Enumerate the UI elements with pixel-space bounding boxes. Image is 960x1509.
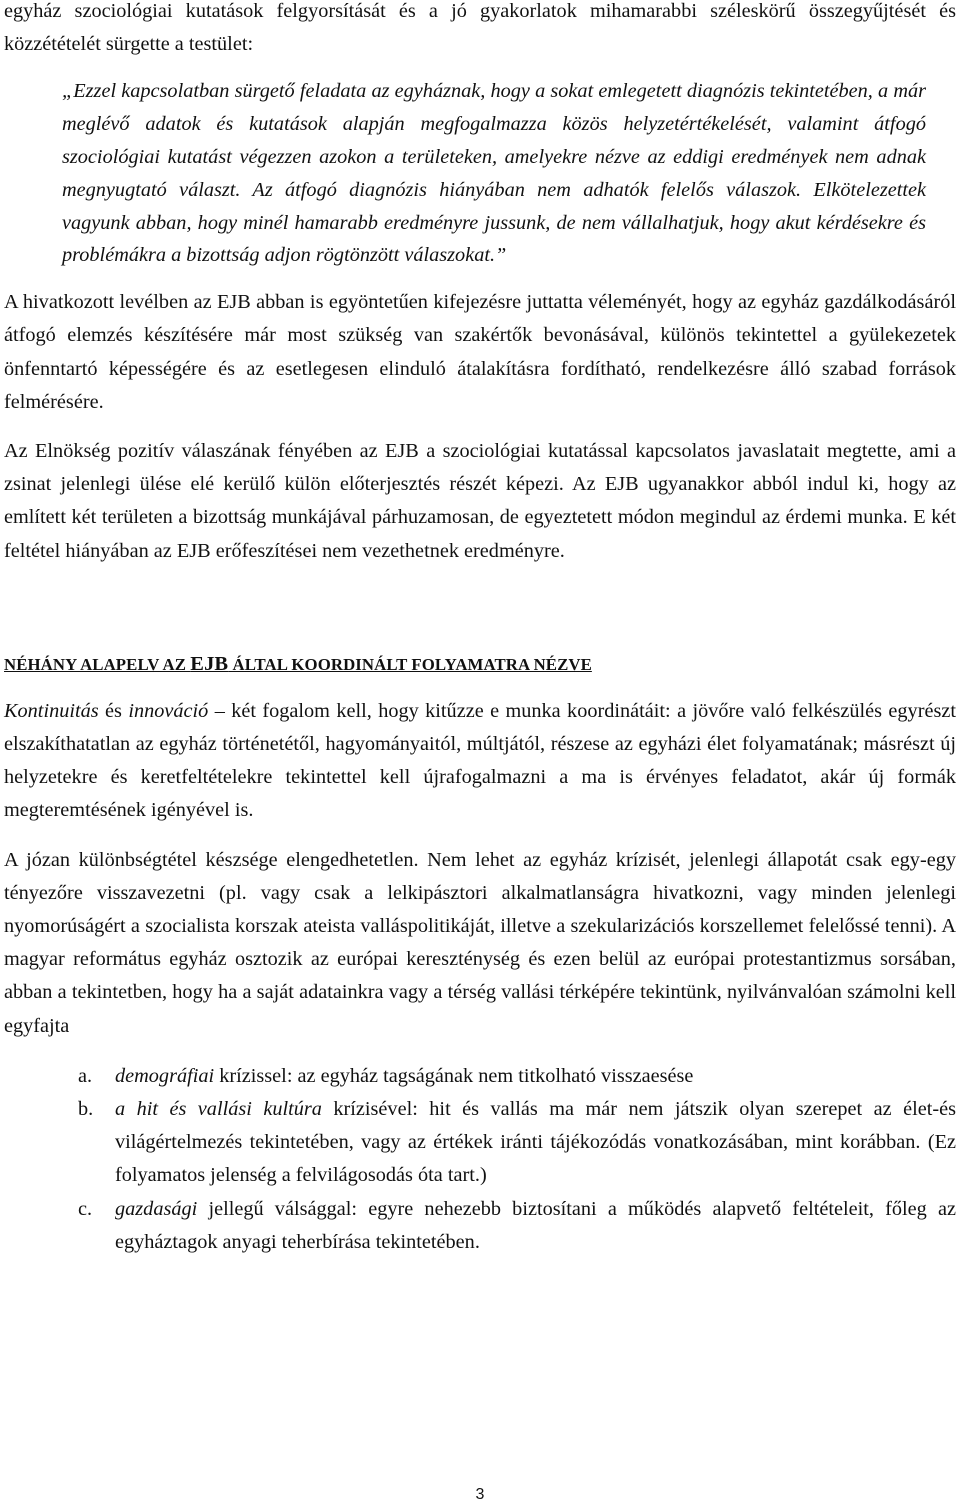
spacer: [4, 272, 956, 286]
document-page: [4, 0, 956, 1259]
list-marker: a.: [78, 1064, 93, 1087]
list-item-term: gazdasági: [115, 1197, 198, 1220]
paragraph-elnokseg: Az Elnökség pozitív válaszának fényében az EJB a szociológiai kutatással kapcsolatos javaslatait megtette, ami a zsinat jelenlegi ülése elé kerülő külön előterjesztés részét képezi. Az EJB ugyanakkor abból indul ki, hogy az említett két területen a bizottság munkájával párhuzamosan, de egyeztetett módon megindul az érdemi munka. E két feltétel hiányában az EJB erőfeszítései nem vezethetnek eredményre.: [4, 440, 956, 562]
block-quote: „Ezzel kapcsolatban sürgető feladata az egyháznak, hogy a sokat emlegetett diagnózis tekintetében, a már meglévő adatok és kutatások alapján megfogalmazza közös helyzetértékelését, valamint átfogó szociológiai kutatást végezzen azokon a területeken, amelyekre nézve az eddigi eredmények nem adnak megnyugtató választ. Az átfogó diagnózis hiányában nem adhatók felelős válaszok. Elkötelezettek vagyunk abban, hogy minél hamarabb eredményre jussunk, de nem vállalhatjuk, hogy akut kérdésekre és problémákra a bizottság adjon rögtönzött válaszokat.”: [62, 80, 926, 267]
list-item-term: a hit és vallási kultúra: [115, 1098, 322, 1121]
term-innovacio: innováció: [128, 699, 209, 722]
intro-paragraph: egyház szociológiai kutatások felgyorsítását és a jó gyakorlatok mihamarabbi széleskörű összegyűjtését és közzétételét sürgette a testület:: [4, 0, 956, 56]
heading-part-2: EJB: [190, 652, 229, 675]
spacer: [4, 828, 956, 844]
list-item: [4, 1193, 956, 1259]
section-heading: [4, 652, 956, 677]
list-item: [4, 1093, 956, 1193]
heading-part-1: NÉHÁNY ALAPELV AZ: [4, 654, 186, 674]
paragraph-kontinuitas-body: – két fogalom kell, hogy kitűzze e munka koordinátáit: a jövőre való felkészülés egyrészt elszakíthatatlan az egyház történetétől, hagyományaitól, múltjától, részese az egyházi élet folyamatának; másrészt új helyzetekre és keretfeltételekre tekintettel kell újrafogalmazni a ma is érvényes feladatot, akár új formák megteremtésének igényével is.: [4, 699, 956, 822]
spacer: [4, 568, 956, 652]
connector-text: és: [98, 699, 129, 722]
spacer: [4, 677, 956, 695]
paragraph-gazdalkodas: A hivatkozott levélben az EJB abban is egyöntetűen kifejezésre juttatta véleményét, hogy az egyház gazdálkodásáról átfogó elemzés készítésére már most szükség van szakértők bevonásával, különös tekintettel a gyülekezetek önfenntartó képességére és az esetlegesen elinduló átalakításra fordítható, rendelkezésre álló szabad források felmérésére.: [4, 291, 956, 413]
paragraph-kulonbsegtetel: A józan különbségtétel készsége elengedhetetlen. Nem lehet az egyház krízisét, jelenlegi állapotát csak egy-egy tényezőre visszavezetni (pl. vagy csak a lelkipásztori alkalmatlanságra hivatkozni, vagy minden jelenlegi nyomorúságért a szocialista korszak ateista valláspolitikáját, illetve a szekularizációs korszellemet felelőssé tenni). A magyar református egyház osztozik az európai kereszténység és ezen belül az európai protestantizmus sorsában, abban a tekintetben, hogy ha a saját adatainkra vagy a térség vallási térképére tekintünk, nyilvánvalóan számolni kell egyfajta: [4, 848, 956, 1037]
heading-part-3: ÁLTAL KOORDINÁLT FOLYAMATRA NÉZVE: [232, 654, 592, 674]
spacer: [4, 1043, 956, 1060]
list-item: [4, 1060, 956, 1093]
list-item-text: krízisével: hit és vallás ma már nem játszik olyan szerepet az élet-és világértelmezés tekintetében, vagy az értékek iránti tájékozódás vonatkozásában, mint korábban. (Ez folyamatos jelenség a felvilágosodás óta tart.): [115, 1098, 956, 1187]
list-marker: b.: [78, 1098, 94, 1121]
list-item-text: jellegű válsággal: egyre nehezebb biztosítani a működés alapvető feltételeit, főleg az egyháztagok anyagi teherbírása tekintetében.: [115, 1197, 956, 1253]
term-kontinuitas: Kontinuitás: [4, 699, 99, 722]
paragraph-kontinuitas: [4, 695, 956, 828]
page-number: 3: [475, 1486, 485, 1503]
list-marker: c.: [78, 1197, 93, 1220]
list-item-term: demográfiai: [115, 1064, 215, 1087]
spacer: [4, 61, 956, 75]
spacer: [4, 419, 956, 435]
list-item-text: krízissel: az egyház tagságának nem titkolható visszaesése: [214, 1064, 694, 1087]
crisis-list: [4, 1060, 956, 1259]
